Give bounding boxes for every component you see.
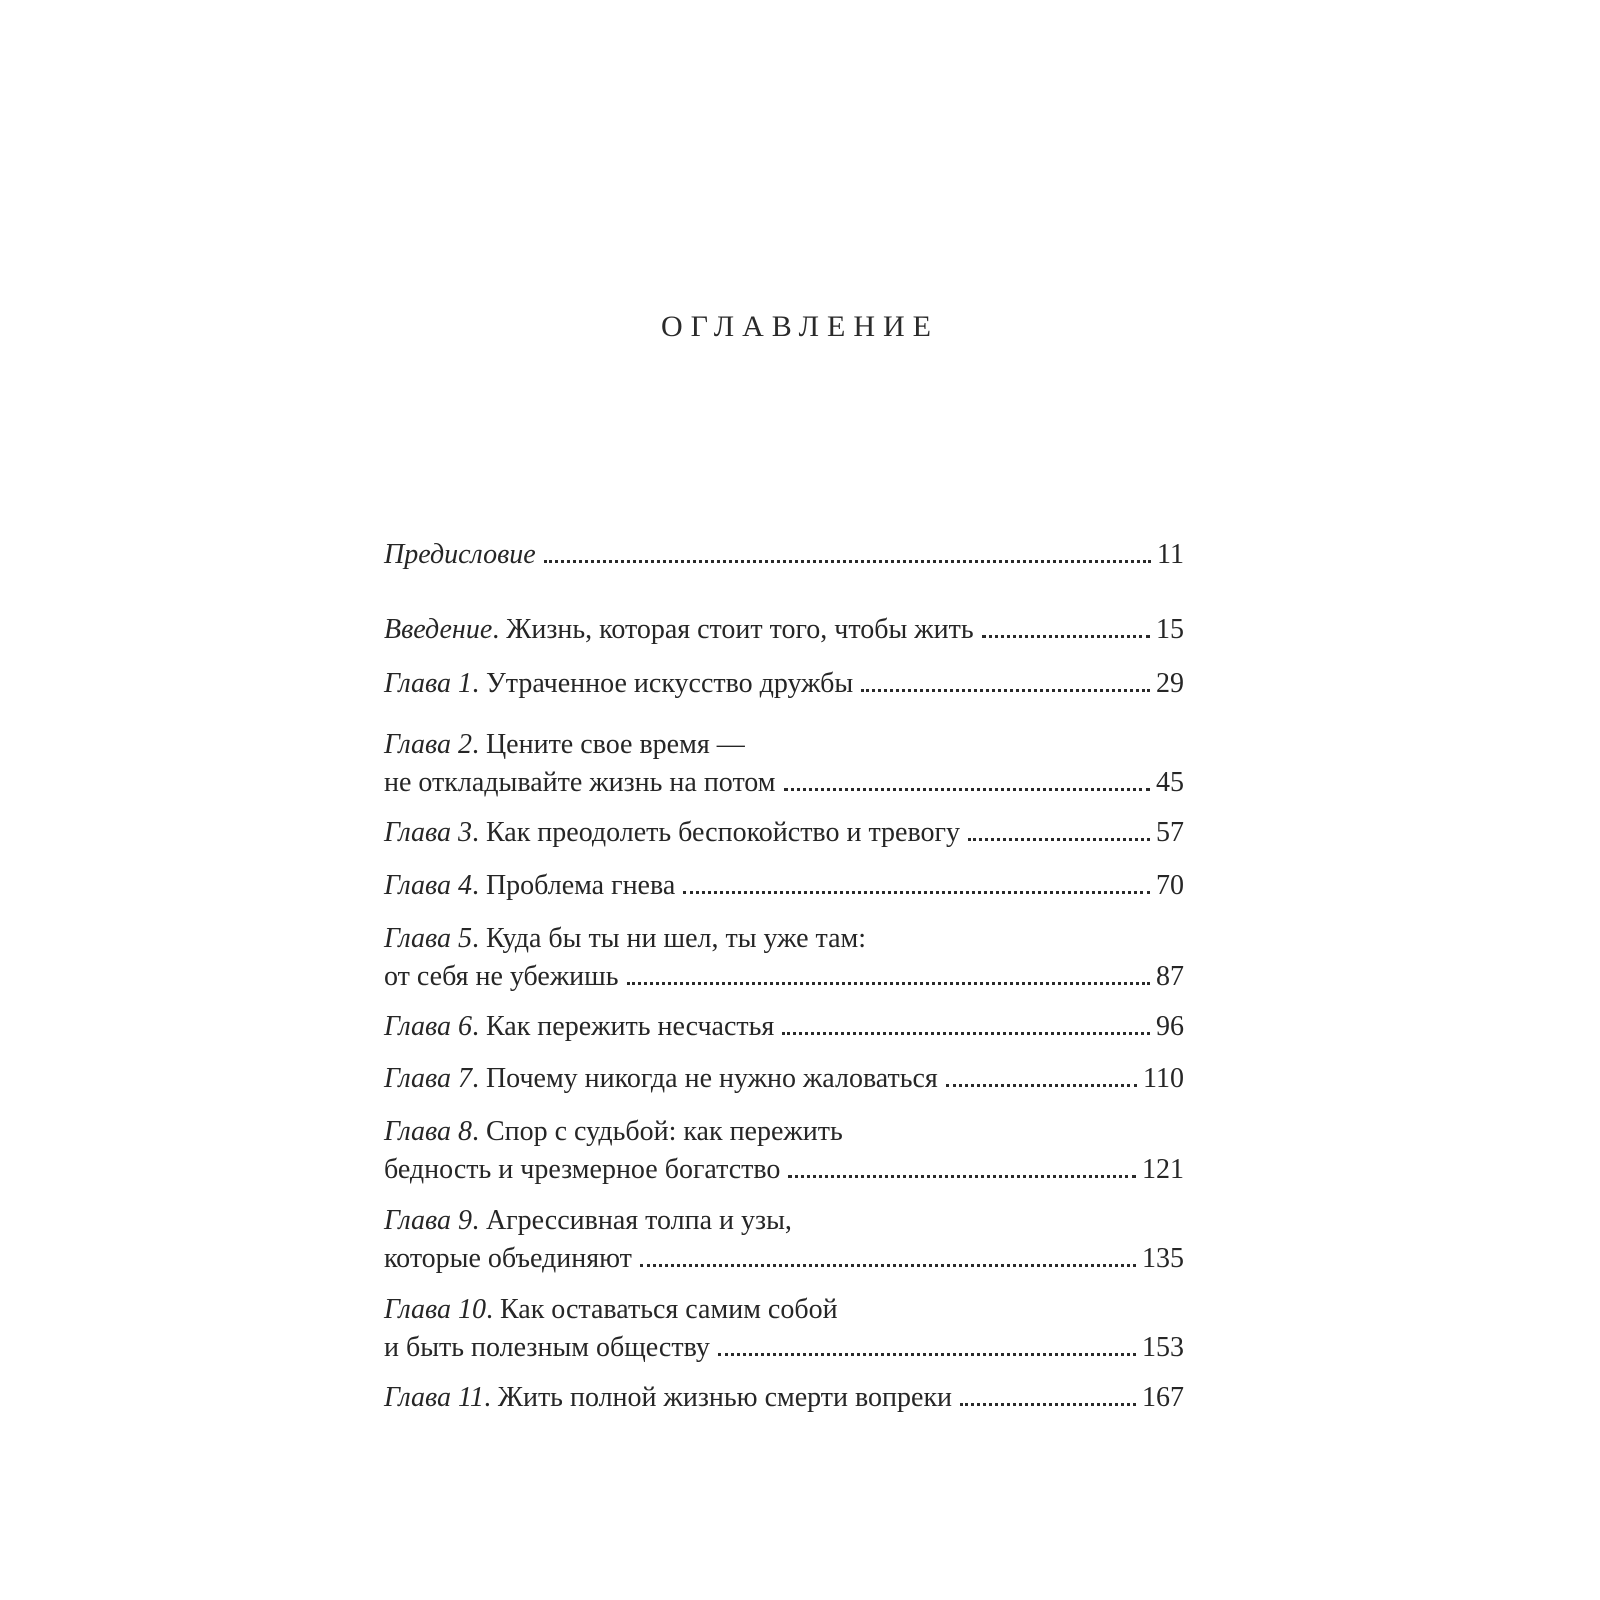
toc-entry-label: Глава 4 (384, 870, 472, 901)
toc-entry-title-line-1: Агрессивная толпа и узы, (485, 1205, 792, 1236)
toc-entry-title: Проблема гнева (485, 870, 676, 901)
toc-entry-chapter-4: Глава 4. Проблема гнева 70 (384, 870, 1184, 901)
toc-page-number: 87 (1156, 961, 1184, 992)
toc-entry-label: Введение (384, 614, 493, 645)
toc-entry-title-line-2: бедность и чрезмерное богатство (384, 1154, 781, 1185)
toc-entry-chapter-11: Глава 11. Жить полной жизнью смерти вопреки 167 (384, 1382, 1184, 1413)
toc-entry-label: Предисловие (384, 539, 536, 570)
dot-leader (640, 1264, 1136, 1267)
toc-page-number: 57 (1156, 817, 1184, 848)
toc-page-number: 167 (1142, 1382, 1184, 1413)
toc-entry-chapter-8: Глава 8. Спор с судьбой: как пережить бедность и чрезмерное богатство 121 (384, 1116, 1184, 1185)
toc-entry-chapter-1: Глава 1. Утраченное искусство дружбы 29 (384, 668, 1184, 699)
toc-entry-title-line-1: Цените свое время — (485, 729, 745, 760)
toc-entry-label: Глава 3 (384, 817, 472, 848)
toc-entry-label: Глава 9 (384, 1205, 472, 1236)
dot-leader (861, 689, 1150, 692)
table-of-contents (384, 0, 1184, 1600)
toc-entry-label: Глава 6 (384, 1011, 472, 1042)
toc-entry-title-line-2: и быть полезным обществу (384, 1332, 710, 1363)
dot-leader (718, 1353, 1136, 1356)
toc-entry-chapter-5: Глава 5. Куда бы ты ни шел, ты уже там: от себя не убежишь 87 (384, 923, 1184, 992)
toc-entry-chapter-10: Глава 10. Как оставаться самим собой и быть полезным обществу 153 (384, 1294, 1184, 1363)
toc-entry-title: Как пережить несчастья (485, 1011, 775, 1042)
toc-entry-title-line-1: Куда бы ты ни шел, ты уже там: (485, 923, 867, 954)
toc-entry-title-line-2: которые объединяют (384, 1243, 632, 1274)
dot-leader (968, 838, 1150, 841)
toc-entry-label: Глава 1 (384, 668, 472, 699)
dot-leader (982, 635, 1150, 638)
toc-entry-title: Утраченное искусство дружбы (485, 668, 854, 699)
toc-entry-title: Как преодолеть беспокойство и тревогу (485, 817, 960, 848)
dot-leader (627, 982, 1151, 985)
toc-entry-chapter-2: Глава 2. Цените свое время — не откладывайте жизнь на потом 45 (384, 729, 1184, 798)
dot-leader (960, 1403, 1136, 1406)
toc-entry-title-line-1: Спор с судьбой: как пережить (485, 1116, 843, 1147)
dot-leader (782, 1032, 1150, 1035)
toc-entry-title-line-1: Как оставаться самим собой (499, 1294, 838, 1325)
toc-entry-title-line-2: от себя не убежишь (384, 961, 619, 992)
toc-entry-chapter-7: Глава 7. Почему никогда не нужно жаловаться 110 (384, 1063, 1184, 1094)
toc-page-number: 153 (1142, 1332, 1184, 1363)
toc-page-number: 29 (1156, 668, 1184, 699)
toc-page-number: 45 (1156, 767, 1184, 798)
dot-leader (784, 788, 1151, 791)
toc-entry-introduction: Введение. Жизнь, которая стоит того, чтобы жить 15 (384, 614, 1184, 645)
toc-entry-label: Глава 2 (384, 729, 472, 760)
toc-entry-label: Глава 10 (384, 1294, 486, 1325)
toc-page-number: 11 (1157, 539, 1184, 570)
toc-entry-title: Жизнь, которая стоит того, чтобы жить (506, 614, 974, 645)
toc-page-number: 15 (1156, 614, 1184, 645)
toc-entry-label: Глава 7 (384, 1063, 472, 1094)
toc-entry-title-line-2: не откладывайте жизнь на потом (384, 767, 776, 798)
toc-heading: ОГЛАВЛЕНИЕ (661, 310, 939, 343)
toc-entry-preface (384, 539, 1184, 571)
dot-leader (544, 560, 1151, 563)
toc-entry-chapter-6: Глава 6. Как пережить несчастья 96 (384, 1011, 1184, 1042)
toc-page-number: 110 (1143, 1063, 1184, 1094)
toc-page-number: 135 (1142, 1243, 1184, 1274)
dot-leader (683, 891, 1150, 894)
toc-entry-title: Жить полной жизнью смерти вопреки (497, 1382, 953, 1413)
toc-entry-label: Глава 11 (384, 1382, 484, 1413)
toc-page-number: 96 (1156, 1011, 1184, 1042)
toc-page-number: 121 (1142, 1154, 1184, 1185)
toc-entry-label: Глава 5 (384, 923, 472, 954)
dot-leader (788, 1175, 1136, 1178)
toc-page-number: 70 (1156, 870, 1184, 901)
toc-entry-label: Глава 8 (384, 1116, 472, 1147)
toc-entry-title: Почему никогда не нужно жаловаться (485, 1063, 938, 1094)
toc-entry-chapter-9: Глава 9. Агрессивная толпа и узы, которые объединяют 135 (384, 1205, 1184, 1274)
dot-leader (946, 1084, 1137, 1087)
toc-entry-chapter-3: Глава 3. Как преодолеть беспокойство и тревогу 57 (384, 817, 1184, 848)
